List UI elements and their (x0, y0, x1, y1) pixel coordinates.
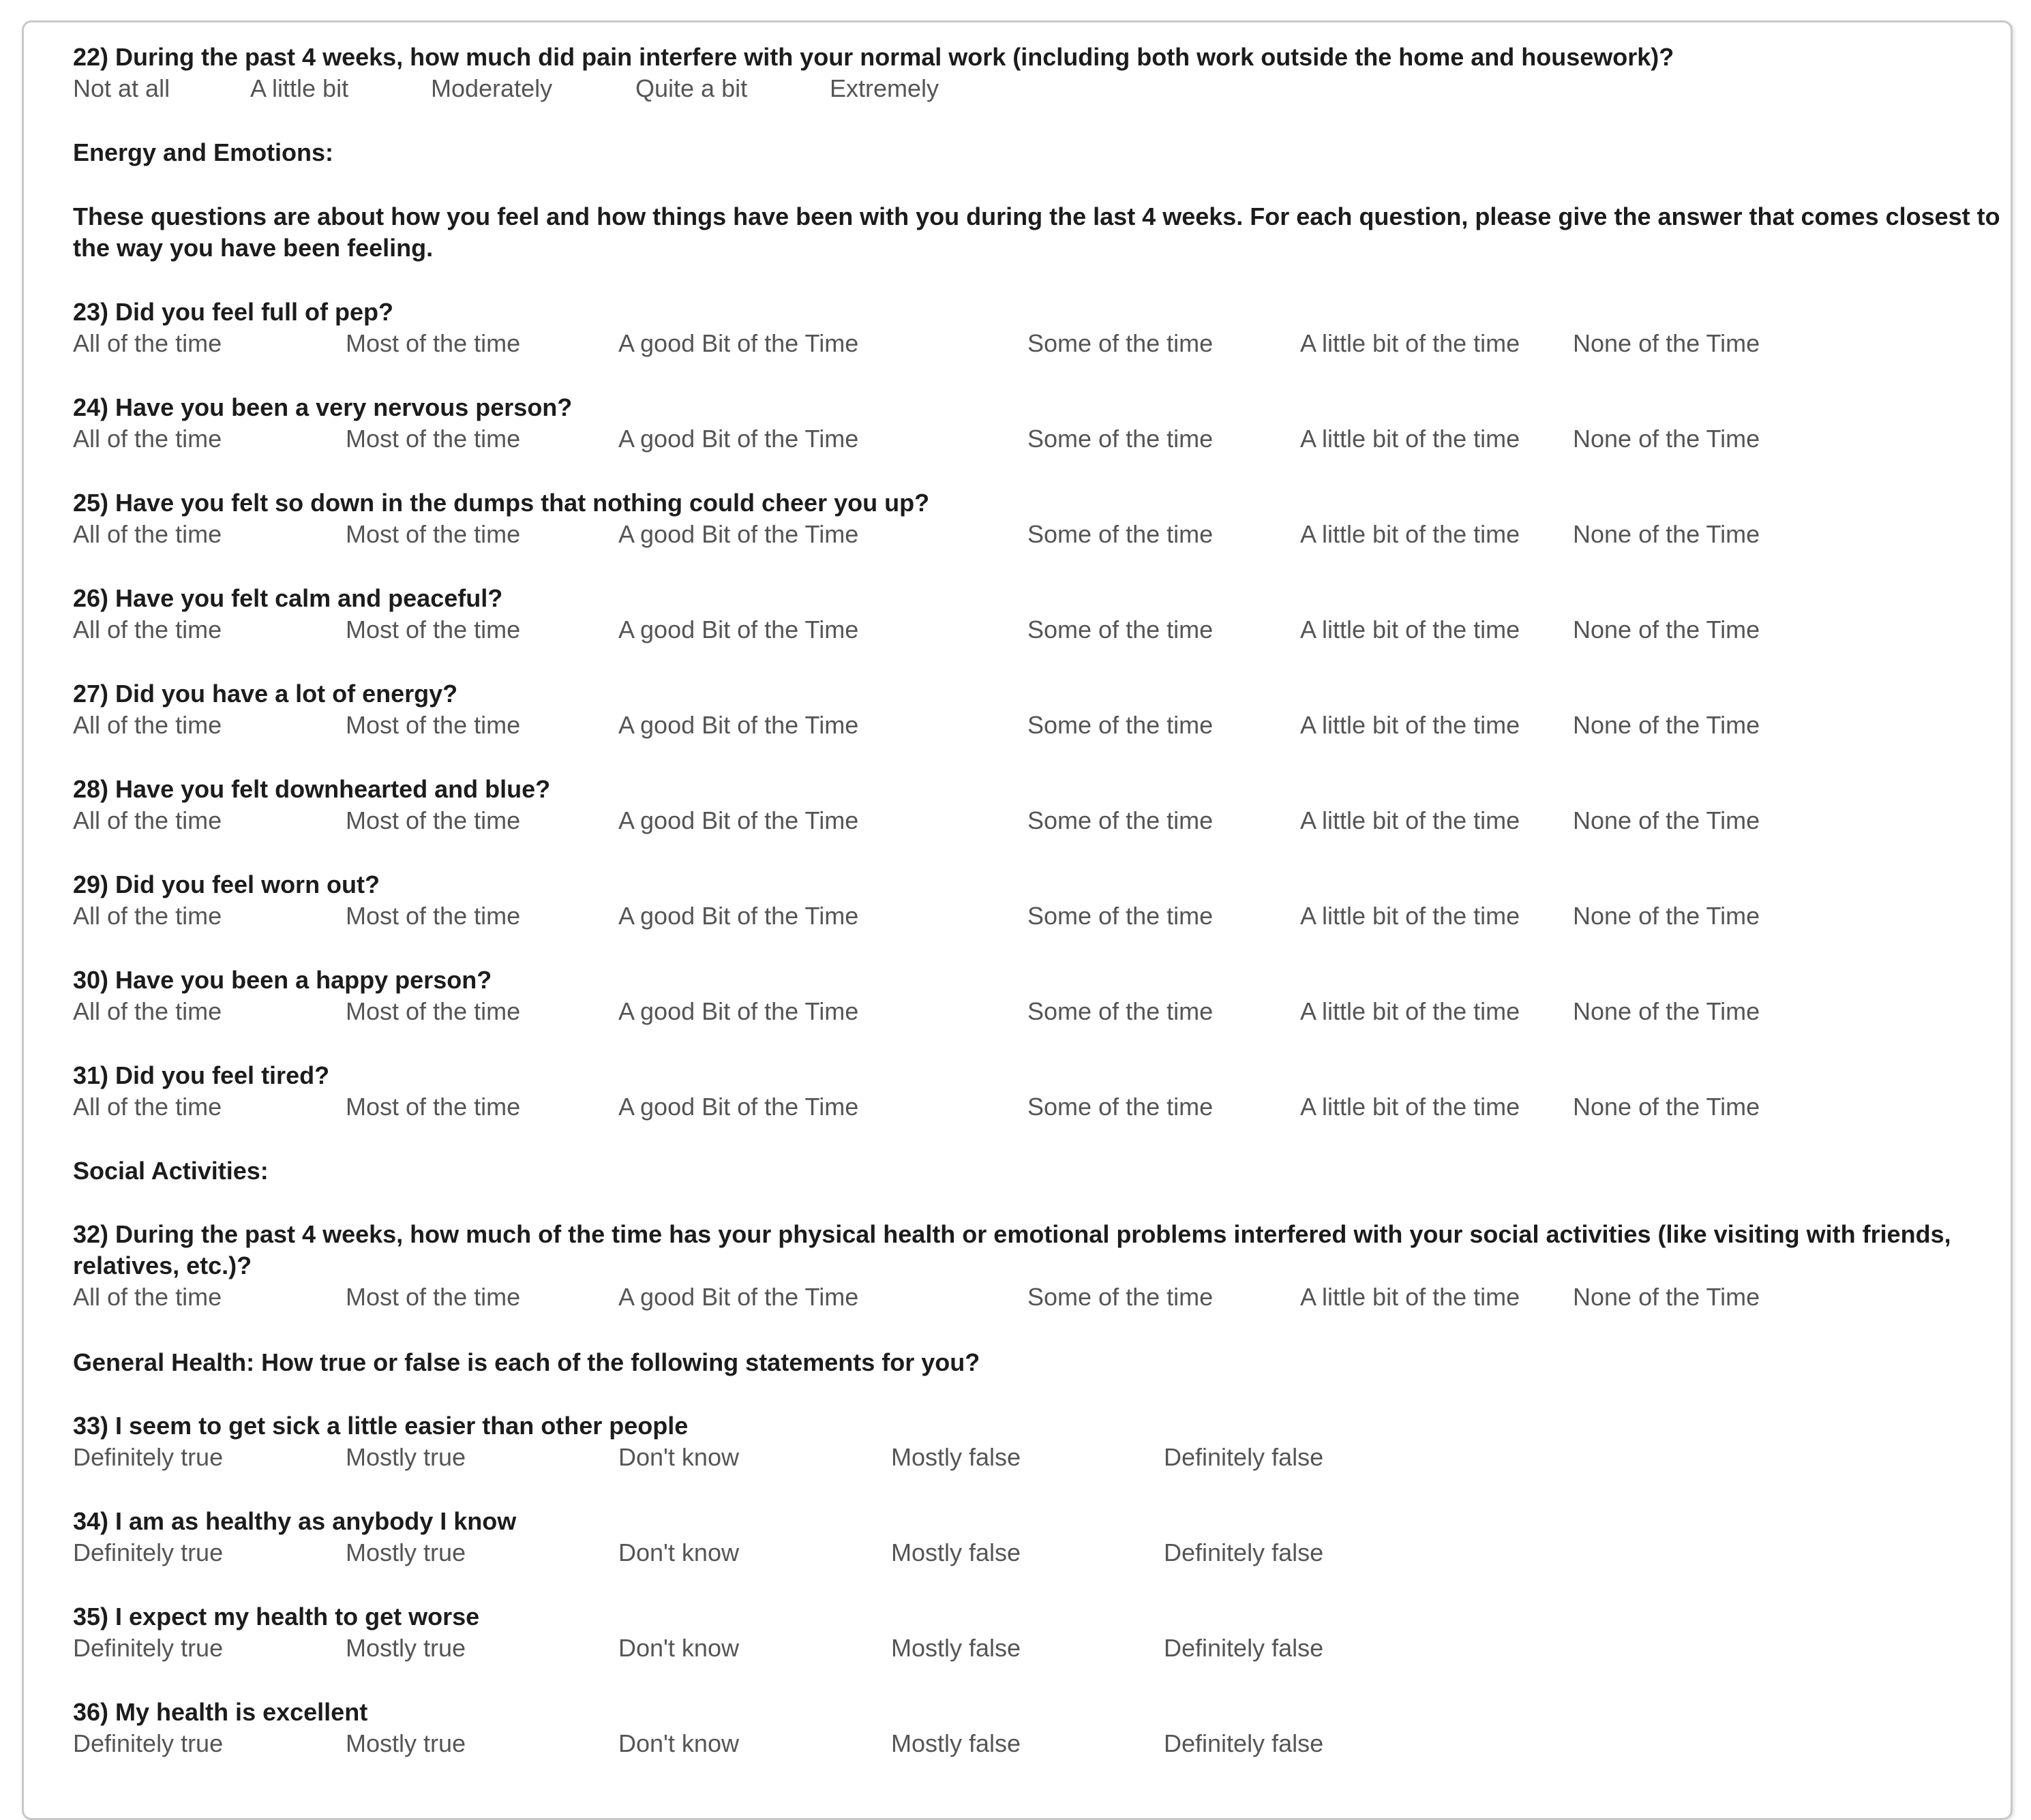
question-23 (73, 297, 2016, 359)
answer-options (73, 1091, 2016, 1123)
question-text: 26) Have you felt calm and peaceful? (73, 584, 503, 612)
question-35 (73, 1601, 2016, 1664)
option-definitely-true[interactable]: Definitely true (73, 1538, 224, 1566)
option-none-of-the-time[interactable]: None of the Time (1573, 616, 1760, 643)
option-all-of-the-time[interactable]: All of the time (73, 902, 222, 930)
answer-options (73, 805, 2016, 836)
option-mostly-true[interactable]: Mostly true (346, 1634, 466, 1662)
question-text: 31) Did you feel tired? (73, 1061, 330, 1089)
option-dont-know[interactable]: Don't know (618, 1729, 739, 1757)
section-social-activities (73, 1155, 2016, 1187)
question-34 (73, 1506, 2016, 1568)
option-mostly-true[interactable]: Mostly true (346, 1729, 466, 1757)
question-text: 36) My health is excellent (73, 1698, 368, 1726)
option-some-of-the-time[interactable]: Some of the time (1027, 616, 1214, 643)
question-36 (73, 1697, 2016, 1759)
question-24 (73, 392, 2016, 455)
option-none-of-the-time[interactable]: None of the Time (1573, 520, 1760, 548)
option-definitely-true[interactable]: Definitely true (73, 1729, 224, 1757)
section-energy-emotions (73, 137, 2016, 168)
option-none-of-the-time[interactable]: None of the Time (1573, 425, 1760, 453)
option-none-of-the-time[interactable]: None of the Time (1573, 806, 1760, 834)
option-good-bit-of-the-time[interactable]: A good Bit of the Time (618, 902, 859, 930)
answer-options (73, 423, 2016, 455)
instructions-text: These questions are about how you feel and how things have been with you during the last 4 weeks. For each question, please give the answer that comes closest to the way you have been feeling. (73, 202, 2000, 262)
section-heading: General Health: How true or false is each of the following statements for you? (73, 1348, 980, 1376)
option-mostly-false[interactable]: Mostly false (891, 1729, 1021, 1757)
answer-options (73, 1633, 2016, 1664)
option-none-of-the-time[interactable]: None of the Time (1573, 1283, 1760, 1311)
option-good-bit-of-the-time[interactable]: A good Bit of the Time (618, 1283, 859, 1311)
option-mostly-false[interactable]: Mostly false (891, 1634, 1021, 1662)
question-33 (73, 1410, 2016, 1473)
option-mostly-true[interactable]: Mostly true (346, 1538, 466, 1566)
option-most-of-the-time[interactable]: Most of the time (346, 997, 521, 1025)
option-most-of-the-time[interactable]: Most of the time (346, 1093, 521, 1121)
option-definitely-true[interactable]: Definitely true (73, 1634, 224, 1662)
question-28 (73, 774, 2016, 836)
question-text: 25) Have you felt so down in the dumps that nothing could cheer you up? (73, 489, 930, 517)
option-little-bit-of-the-time[interactable]: A little bit of the time (1300, 616, 1520, 643)
option-dont-know[interactable]: Don't know (618, 1538, 739, 1566)
option-mostly-true[interactable]: Mostly true (346, 1443, 466, 1471)
option-most-of-the-time[interactable]: Most of the time (346, 711, 521, 739)
option-some-of-the-time[interactable]: Some of the time (1027, 902, 1214, 930)
option-little-bit-of-the-time[interactable]: A little bit of the time (1300, 520, 1520, 548)
answer-options (73, 1537, 2016, 1568)
option-little-bit-of-the-time[interactable]: A little bit of the time (1300, 711, 1520, 739)
option-most-of-the-time[interactable]: Most of the time (346, 425, 521, 453)
option-definitely-false[interactable]: Definitely false (1164, 1538, 1324, 1566)
answer-options (73, 1281, 2016, 1313)
instructions (73, 201, 2016, 264)
option-all-of-the-time[interactable]: All of the time (73, 425, 222, 453)
question-text: 24) Have you been a very nervous person? (73, 393, 573, 421)
option-all-of-the-time[interactable]: All of the time (73, 1283, 222, 1311)
option-not-at-all[interactable]: Not at all (73, 74, 170, 102)
question-text: 22) During the past 4 weeks, how much did pain interfere with your normal work (including both work outside the home and housework)? (73, 43, 1674, 71)
answer-options (73, 328, 2016, 359)
option-most-of-the-time[interactable]: Most of the time (346, 520, 521, 548)
option-extremely[interactable]: Extremely (830, 74, 939, 102)
option-most-of-the-time[interactable]: Most of the time (346, 902, 521, 930)
answer-options (73, 1728, 2016, 1759)
question-32 (73, 1219, 2016, 1313)
option-dont-know[interactable]: Don't know (618, 1634, 739, 1662)
section-heading: Energy and Emotions: (73, 138, 334, 166)
option-good-bit-of-the-time[interactable]: A good Bit of the Time (618, 806, 859, 834)
option-little-bit-of-the-time[interactable]: A little bit of the time (1300, 329, 1520, 357)
option-little-bit-of-the-time[interactable]: A little bit of the time (1300, 425, 1520, 453)
option-moderately[interactable]: Moderately (431, 74, 553, 102)
option-good-bit-of-the-time[interactable]: A good Bit of the Time (618, 425, 859, 453)
question-25 (73, 487, 2016, 550)
option-good-bit-of-the-time[interactable]: A good Bit of the Time (618, 1093, 859, 1121)
option-none-of-the-time[interactable]: None of the Time (1573, 1093, 1760, 1121)
option-none-of-the-time[interactable]: None of the Time (1573, 902, 1760, 930)
option-some-of-the-time[interactable]: Some of the time (1027, 997, 1214, 1025)
option-good-bit-of-the-time[interactable]: A good Bit of the Time (618, 616, 859, 643)
option-all-of-the-time[interactable]: All of the time (73, 711, 222, 739)
option-some-of-the-time[interactable]: Some of the time (1027, 711, 1214, 739)
answer-options (73, 996, 2016, 1027)
question-text: 33) I seem to get sick a little easier than other people (73, 1412, 689, 1440)
survey-form (22, 20, 2013, 1820)
answer-options (73, 710, 2016, 741)
option-little-bit-of-the-time[interactable]: A little bit of the time (1300, 806, 1520, 834)
option-definitely-true[interactable]: Definitely true (73, 1443, 224, 1471)
section-heading: Social Activities: (73, 1157, 269, 1185)
option-all-of-the-time[interactable]: All of the time (73, 329, 222, 357)
option-some-of-the-time[interactable]: Some of the time (1027, 520, 1214, 548)
option-all-of-the-time[interactable]: All of the time (73, 616, 222, 643)
question-27 (73, 678, 2016, 741)
question-22 (73, 42, 2016, 104)
option-little-bit-of-the-time[interactable]: A little bit of the time (1300, 1283, 1520, 1311)
option-none-of-the-time[interactable]: None of the Time (1573, 329, 1760, 357)
question-31 (73, 1060, 2016, 1123)
question-text: 35) I expect my health to get worse (73, 1603, 480, 1631)
option-none-of-the-time[interactable]: None of the Time (1573, 997, 1760, 1025)
option-some-of-the-time[interactable]: Some of the time (1027, 1093, 1214, 1121)
question-text: 28) Have you felt downhearted and blue? (73, 775, 551, 803)
option-most-of-the-time[interactable]: Most of the time (346, 1283, 521, 1311)
option-good-bit-of-the-time[interactable]: A good Bit of the Time (618, 711, 859, 739)
option-dont-know[interactable]: Don't know (618, 1443, 739, 1471)
option-good-bit-of-the-time[interactable]: A good Bit of the Time (618, 997, 859, 1025)
answer-options (73, 1442, 2016, 1473)
section-general-health (73, 1347, 2016, 1378)
answer-options (73, 900, 2016, 932)
option-good-bit-of-the-time[interactable]: A good Bit of the Time (618, 520, 859, 548)
question-text: 29) Did you feel worn out? (73, 870, 380, 898)
option-mostly-false[interactable]: Mostly false (891, 1538, 1021, 1566)
question-text: 27) Did you have a lot of energy? (73, 680, 458, 708)
option-little-bit-of-the-time[interactable]: A little bit of the time (1300, 1093, 1520, 1121)
option-all-of-the-time[interactable]: All of the time (73, 997, 222, 1025)
option-quite-a-bit[interactable]: Quite a bit (635, 74, 748, 102)
option-definitely-false[interactable]: Definitely false (1164, 1443, 1324, 1471)
answer-options (73, 519, 2016, 550)
question-29 (73, 869, 2016, 932)
question-text: 23) Did you feel full of pep? (73, 298, 394, 326)
question-text: 34) I am as healthy as anybody I know (73, 1507, 517, 1535)
option-a-little-bit[interactable]: A little bit (250, 74, 349, 102)
answer-options (73, 73, 2016, 104)
option-some-of-the-time[interactable]: Some of the time (1027, 806, 1214, 834)
option-definitely-false[interactable]: Definitely false (1164, 1729, 1324, 1757)
option-little-bit-of-the-time[interactable]: A little bit of the time (1300, 997, 1520, 1025)
option-all-of-the-time[interactable]: All of the time (73, 1093, 222, 1121)
option-some-of-the-time[interactable]: Some of the time (1027, 425, 1214, 453)
question-26 (73, 583, 2016, 646)
option-some-of-the-time[interactable]: Some of the time (1027, 1283, 1214, 1311)
option-none-of-the-time[interactable]: None of the Time (1573, 711, 1760, 739)
question-text: 30) Have you been a happy person? (73, 966, 492, 994)
option-most-of-the-time[interactable]: Most of the time (346, 329, 521, 357)
option-some-of-the-time[interactable]: Some of the time (1027, 329, 1214, 357)
option-most-of-the-time[interactable]: Most of the time (346, 806, 521, 834)
option-all-of-the-time[interactable]: All of the time (73, 520, 222, 548)
option-little-bit-of-the-time[interactable]: A little bit of the time (1300, 902, 1520, 930)
question-30 (73, 965, 2016, 1027)
option-good-bit-of-the-time[interactable]: A good Bit of the Time (618, 329, 859, 357)
option-most-of-the-time[interactable]: Most of the time (346, 616, 521, 643)
answer-options (73, 614, 2016, 646)
question-text: 32) During the past 4 weeks, how much of the time has your physical health or emotional problems interfered with your social activities (like visiting with friends, relatives, etc.)? (73, 1220, 1951, 1279)
option-all-of-the-time[interactable]: All of the time (73, 806, 222, 834)
option-definitely-false[interactable]: Definitely false (1164, 1634, 1324, 1662)
option-mostly-false[interactable]: Mostly false (891, 1443, 1021, 1471)
